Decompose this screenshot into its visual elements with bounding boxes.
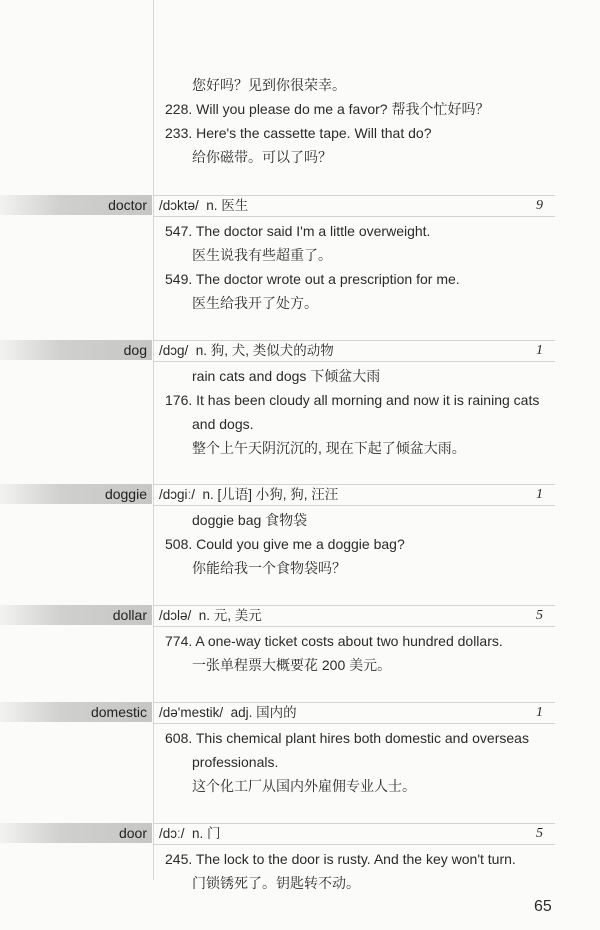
frequency: 5 xyxy=(536,608,543,623)
example-sentence: 176. It has been cloudy all morning and now it is raining cats xyxy=(165,392,540,408)
phonetic: /dɔlə/ xyxy=(159,608,192,623)
entry-door xyxy=(0,823,600,895)
headword-bar xyxy=(0,823,152,843)
entry-header xyxy=(108,195,555,217)
phonetic-definition xyxy=(159,341,334,361)
phonetic-definition xyxy=(159,606,262,626)
translation-line: 这个化工厂从国内外雇佣专业人士。 xyxy=(192,778,416,794)
frequency: 1 xyxy=(536,705,543,720)
headword: dog xyxy=(123,342,147,358)
headword: domestic xyxy=(90,704,147,720)
translation-line: 医生给我开了处方。 xyxy=(192,295,318,311)
headword: doggie xyxy=(104,486,147,502)
phonetic-definition xyxy=(159,485,338,505)
phonetic-definition xyxy=(159,196,248,216)
example-sentence: 547. The doctor said I'm a little overweight. xyxy=(165,223,431,239)
example-sentence: 233. Here's the cassette tape. Will that do? xyxy=(165,125,432,141)
entry-doctor xyxy=(0,195,600,315)
entry-doggie xyxy=(0,484,600,580)
translation-line: 门锁锈死了。钥匙转不动。 xyxy=(192,875,360,891)
translation-line: 您好吗？见到你很荣幸。 xyxy=(192,77,346,93)
translation-line: 一张单程票大概要花 200 美元。 xyxy=(192,657,392,673)
phonetic: /dɔg/ xyxy=(159,343,189,358)
definition: n. 医生 xyxy=(206,198,249,213)
example-sentence: 245. The lock to the door is rusty. And the key won't turn. xyxy=(165,851,516,867)
definition: n. 门 xyxy=(192,826,221,841)
frequency: 1 xyxy=(536,343,543,358)
page-number: 65 xyxy=(534,898,552,915)
definition: n. [儿语] 小狗, 狗, 汪汪 xyxy=(202,487,339,502)
headword-bar xyxy=(0,484,152,504)
entry-dollar xyxy=(0,605,600,677)
entry-header xyxy=(118,823,555,845)
translation-line: 医生说我有些超重了。 xyxy=(192,247,332,263)
continued-examples xyxy=(0,73,600,169)
entry-header xyxy=(104,484,555,506)
phonetic-definition xyxy=(159,824,221,844)
frequency: 5 xyxy=(536,826,543,841)
entry-domestic xyxy=(0,702,600,798)
example-sentence: 228. Will you please do me a favor? 帮我个忙好吗？ xyxy=(165,101,490,117)
headword-bar xyxy=(0,605,152,625)
phonetic-definition xyxy=(159,703,297,723)
example-sentence: 774. A one-way ticket costs about two hundred dollars. xyxy=(165,633,503,649)
headword-bar xyxy=(0,340,152,360)
entry-dog xyxy=(0,340,600,460)
entry-header xyxy=(112,605,555,627)
translation-line: 整个上午天阴沉沉的, 现在下起了倾盆大雨。 xyxy=(192,440,466,456)
translation-line: doggie bag 食物袋 xyxy=(192,512,308,528)
example-sentence: 608. This chemical plant hires both domestic and overseas xyxy=(165,730,529,746)
headword: doctor xyxy=(108,197,147,213)
example-sentence: 549. The doctor wrote out a prescription for me. xyxy=(165,271,460,287)
entry-header xyxy=(123,340,555,362)
definition: adj. 国内的 xyxy=(230,705,297,720)
entry-header xyxy=(90,702,555,724)
translation-line: professionals. xyxy=(192,754,279,770)
headword: door xyxy=(118,825,147,841)
example-sentence: 508. Could you give me a doggie bag? xyxy=(165,536,405,552)
headword-bar xyxy=(0,702,152,722)
phonetic: /dɔktə/ xyxy=(159,198,199,213)
definition: n. 狗, 犬, 类似犬的动物 xyxy=(195,343,334,358)
headword-bar xyxy=(0,195,152,215)
phonetic: /dɔː/ xyxy=(159,826,185,841)
translation-line: and dogs. xyxy=(192,416,254,432)
headword: dollar xyxy=(112,607,147,623)
translation-line: 你能给我一个食物袋吗？ xyxy=(192,560,346,576)
phonetic: /dɔgiː/ xyxy=(159,487,196,502)
frequency: 9 xyxy=(536,198,543,213)
phonetic: /də'mestik/ xyxy=(159,705,224,720)
frequency: 1 xyxy=(536,487,543,502)
translation-line: 给你磁带。可以了吗？ xyxy=(192,149,332,165)
translation-line: rain cats and dogs 下倾盆大雨 xyxy=(192,368,381,384)
definition: n. 元, 美元 xyxy=(198,608,262,623)
